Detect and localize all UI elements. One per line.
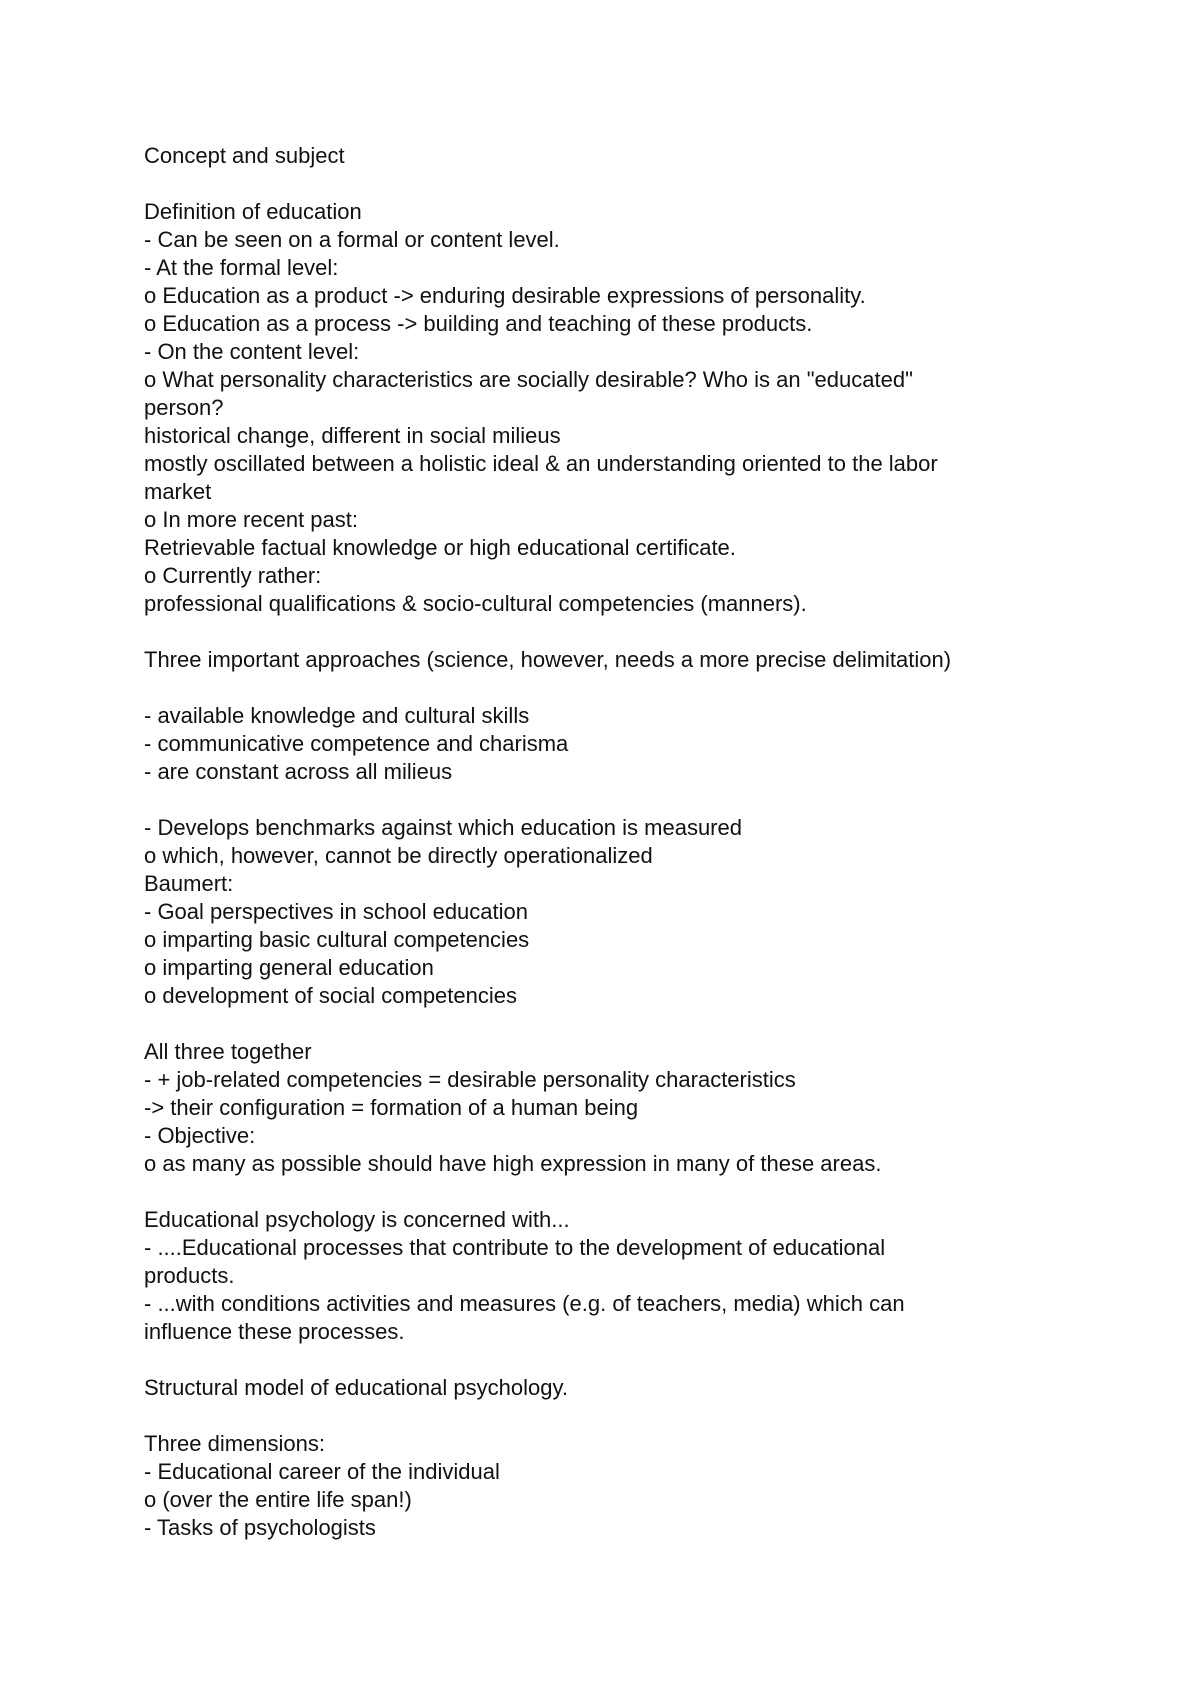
text-line: Structural model of educational psychology. bbox=[144, 1375, 568, 1400]
text-line: - Goal perspectives in school education bbox=[144, 899, 528, 924]
text-line: o as many as possible should have high expression in many of these areas. bbox=[144, 1151, 882, 1176]
text-line: o Education as a product -> enduring desirable expressions of personality. bbox=[144, 283, 866, 308]
text-line: products. bbox=[144, 1263, 235, 1288]
text-line: o What personality characteristics are socially desirable? Who is an "educated" bbox=[144, 367, 913, 392]
text-line: o Education as a process -> building and teaching of these products. bbox=[144, 311, 813, 336]
blank-line bbox=[144, 1178, 1064, 1206]
text-line: - Objective: bbox=[144, 1123, 256, 1148]
text-line: mostly oscillated between a holistic ideal & an understanding oriented to the labor bbox=[144, 451, 938, 476]
text-line: o imparting basic cultural competencies bbox=[144, 927, 530, 952]
text-line: Definition of education bbox=[144, 199, 362, 224]
text-line: - On the content level: bbox=[144, 339, 360, 364]
text-line: Three important approaches (science, however, needs a more precise delimitation) bbox=[144, 647, 952, 672]
text-line: market bbox=[144, 479, 212, 504]
text-line: All three together bbox=[144, 1039, 312, 1064]
blank-line bbox=[144, 1010, 1064, 1038]
text-line: - ...with conditions activities and measures (e.g. of teachers, media) which can bbox=[144, 1291, 905, 1316]
text-line: o In more recent past: bbox=[144, 507, 358, 532]
text-line: Educational psychology is concerned with... bbox=[144, 1207, 570, 1232]
blank-line bbox=[144, 786, 1064, 814]
document-title: Concept and subject bbox=[144, 143, 345, 168]
blank-line bbox=[144, 170, 1064, 198]
blank-line bbox=[144, 674, 1064, 702]
text-line: - Educational career of the individual bbox=[144, 1459, 500, 1484]
text-line: - are constant across all milieus bbox=[144, 759, 453, 784]
text-line: Retrievable factual knowledge or high educational certificate. bbox=[144, 535, 736, 560]
text-line: - Develops benchmarks against which education is measured bbox=[144, 815, 742, 840]
blank-line bbox=[144, 618, 1064, 646]
text-line: - communicative competence and charisma bbox=[144, 731, 569, 756]
text-line: - + job-related competencies = desirable personality characteristics bbox=[144, 1067, 796, 1092]
text-line: Baumert: bbox=[144, 871, 234, 896]
document-body bbox=[144, 170, 1064, 1542]
text-line: professional qualifications & socio-cultural competencies (manners). bbox=[144, 591, 807, 616]
text-line: - ....Educational processes that contribute to the development of educational bbox=[144, 1235, 886, 1260]
text-line: - Tasks of psychologists bbox=[144, 1515, 376, 1540]
text-line: person? bbox=[144, 395, 224, 420]
blank-line bbox=[144, 1402, 1064, 1430]
blank-line bbox=[144, 1346, 1064, 1374]
text-line: - At the formal level: bbox=[144, 255, 339, 280]
text-line: -> their configuration = formation of a human being bbox=[144, 1095, 639, 1120]
text-line: - available knowledge and cultural skills bbox=[144, 703, 530, 728]
text-line: historical change, different in social milieus bbox=[144, 423, 561, 448]
text-line: o development of social competencies bbox=[144, 983, 517, 1008]
text-line: o (over the entire life span!) bbox=[144, 1487, 412, 1512]
text-line: o Currently rather: bbox=[144, 563, 322, 588]
text-line: Three dimensions: bbox=[144, 1431, 325, 1456]
text-line: o which, however, cannot be directly operationalized bbox=[144, 843, 653, 868]
text-line: - Can be seen on a formal or content level. bbox=[144, 227, 560, 252]
text-line: o imparting general education bbox=[144, 955, 434, 980]
text-line: influence these processes. bbox=[144, 1319, 405, 1344]
document-page bbox=[144, 142, 1064, 1542]
